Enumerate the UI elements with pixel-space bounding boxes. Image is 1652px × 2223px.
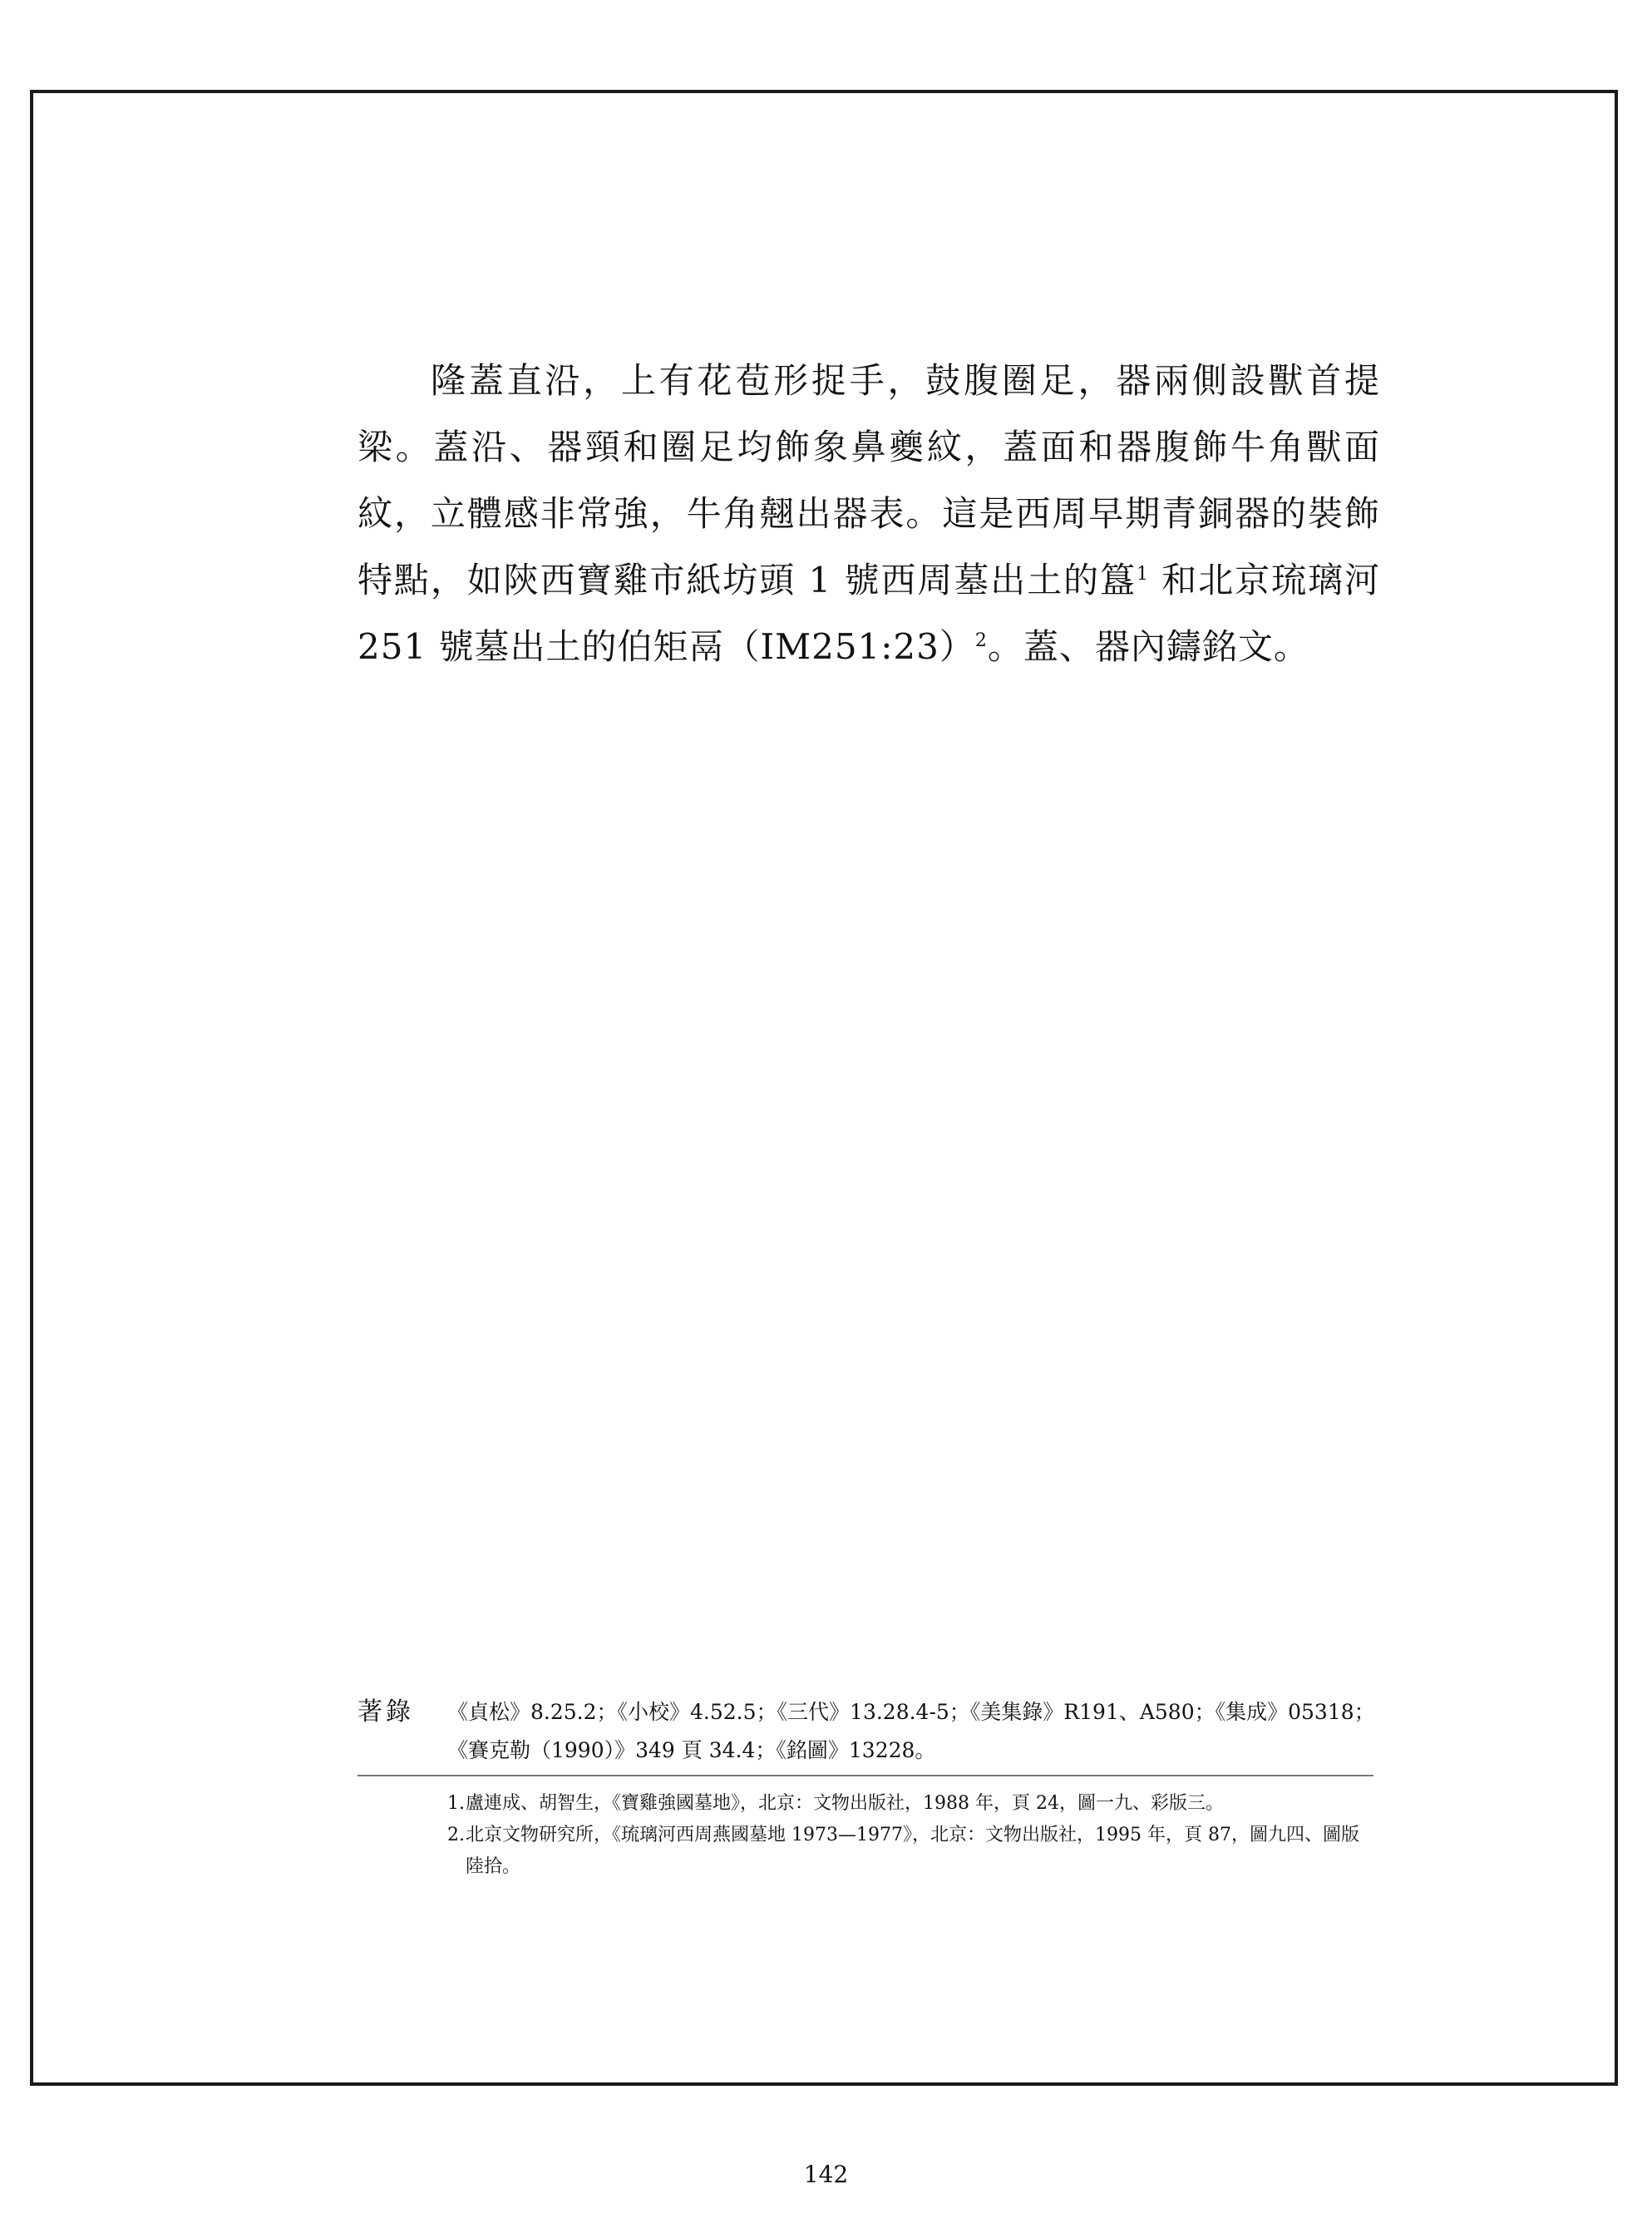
paragraph-segment-1: 隆蓋直沿，上有花苞形捉手，鼓腹圈足，器兩側設獸首提梁。蓋沿、器頸和圈足均飾象鼻夔紋，蓋面和器腹飾牛角獸面紋，立體感非常強，牛角翹出器表。這是西周早期青銅器的裝飾特點，如陝西寶雞市紙坊頭 1 號西周墓出土的簋 (358, 360, 1380, 600)
paragraph-text (358, 348, 1380, 680)
footnote-text: 北京文物研究所，《琉璃河西周燕國墓地 1973—1977》，北京：文物出版社，1995 年，頁 87，圖九四、圖版陸拾。 (466, 1825, 1359, 1877)
footnote-item (447, 1820, 1373, 1883)
catalog-label: 著錄 (358, 1697, 414, 1727)
footnote-ref-1[interactable]: 1 (1137, 564, 1150, 585)
footnote-number: 1. (447, 1793, 465, 1814)
paragraph-segment-2: 和北京琉璃河 251 號墓出土的伯矩鬲（IM251:23） (358, 560, 1380, 667)
footnotes (447, 1788, 1373, 1883)
page-number: 142 (803, 2161, 849, 2188)
catalog-text: 《貞松》8.25.2；《小校》4.52.5；《三代》13.28.4-5；《美集錄》R191、A580；《集成》05318；《賽克勒（1990）》349 頁 34.4；《銘圖》13228。 (447, 1700, 1375, 1762)
footnote-number: 2. (447, 1825, 465, 1845)
paragraph-segment-3: 。蓋、器內鑄銘文。 (987, 626, 1309, 667)
footnote-ref-2[interactable]: 2 (974, 630, 988, 651)
main-paragraph (358, 348, 1380, 680)
footnote-text: 盧連成、胡智生，《寶雞強國墓地》，北京：文物出版社，1988 年，頁 24，圖一九、彩版三。 (466, 1793, 1224, 1814)
footnote-divider (358, 1775, 1373, 1776)
catalog-section (358, 1693, 1380, 1770)
footnote-item (447, 1788, 1373, 1820)
